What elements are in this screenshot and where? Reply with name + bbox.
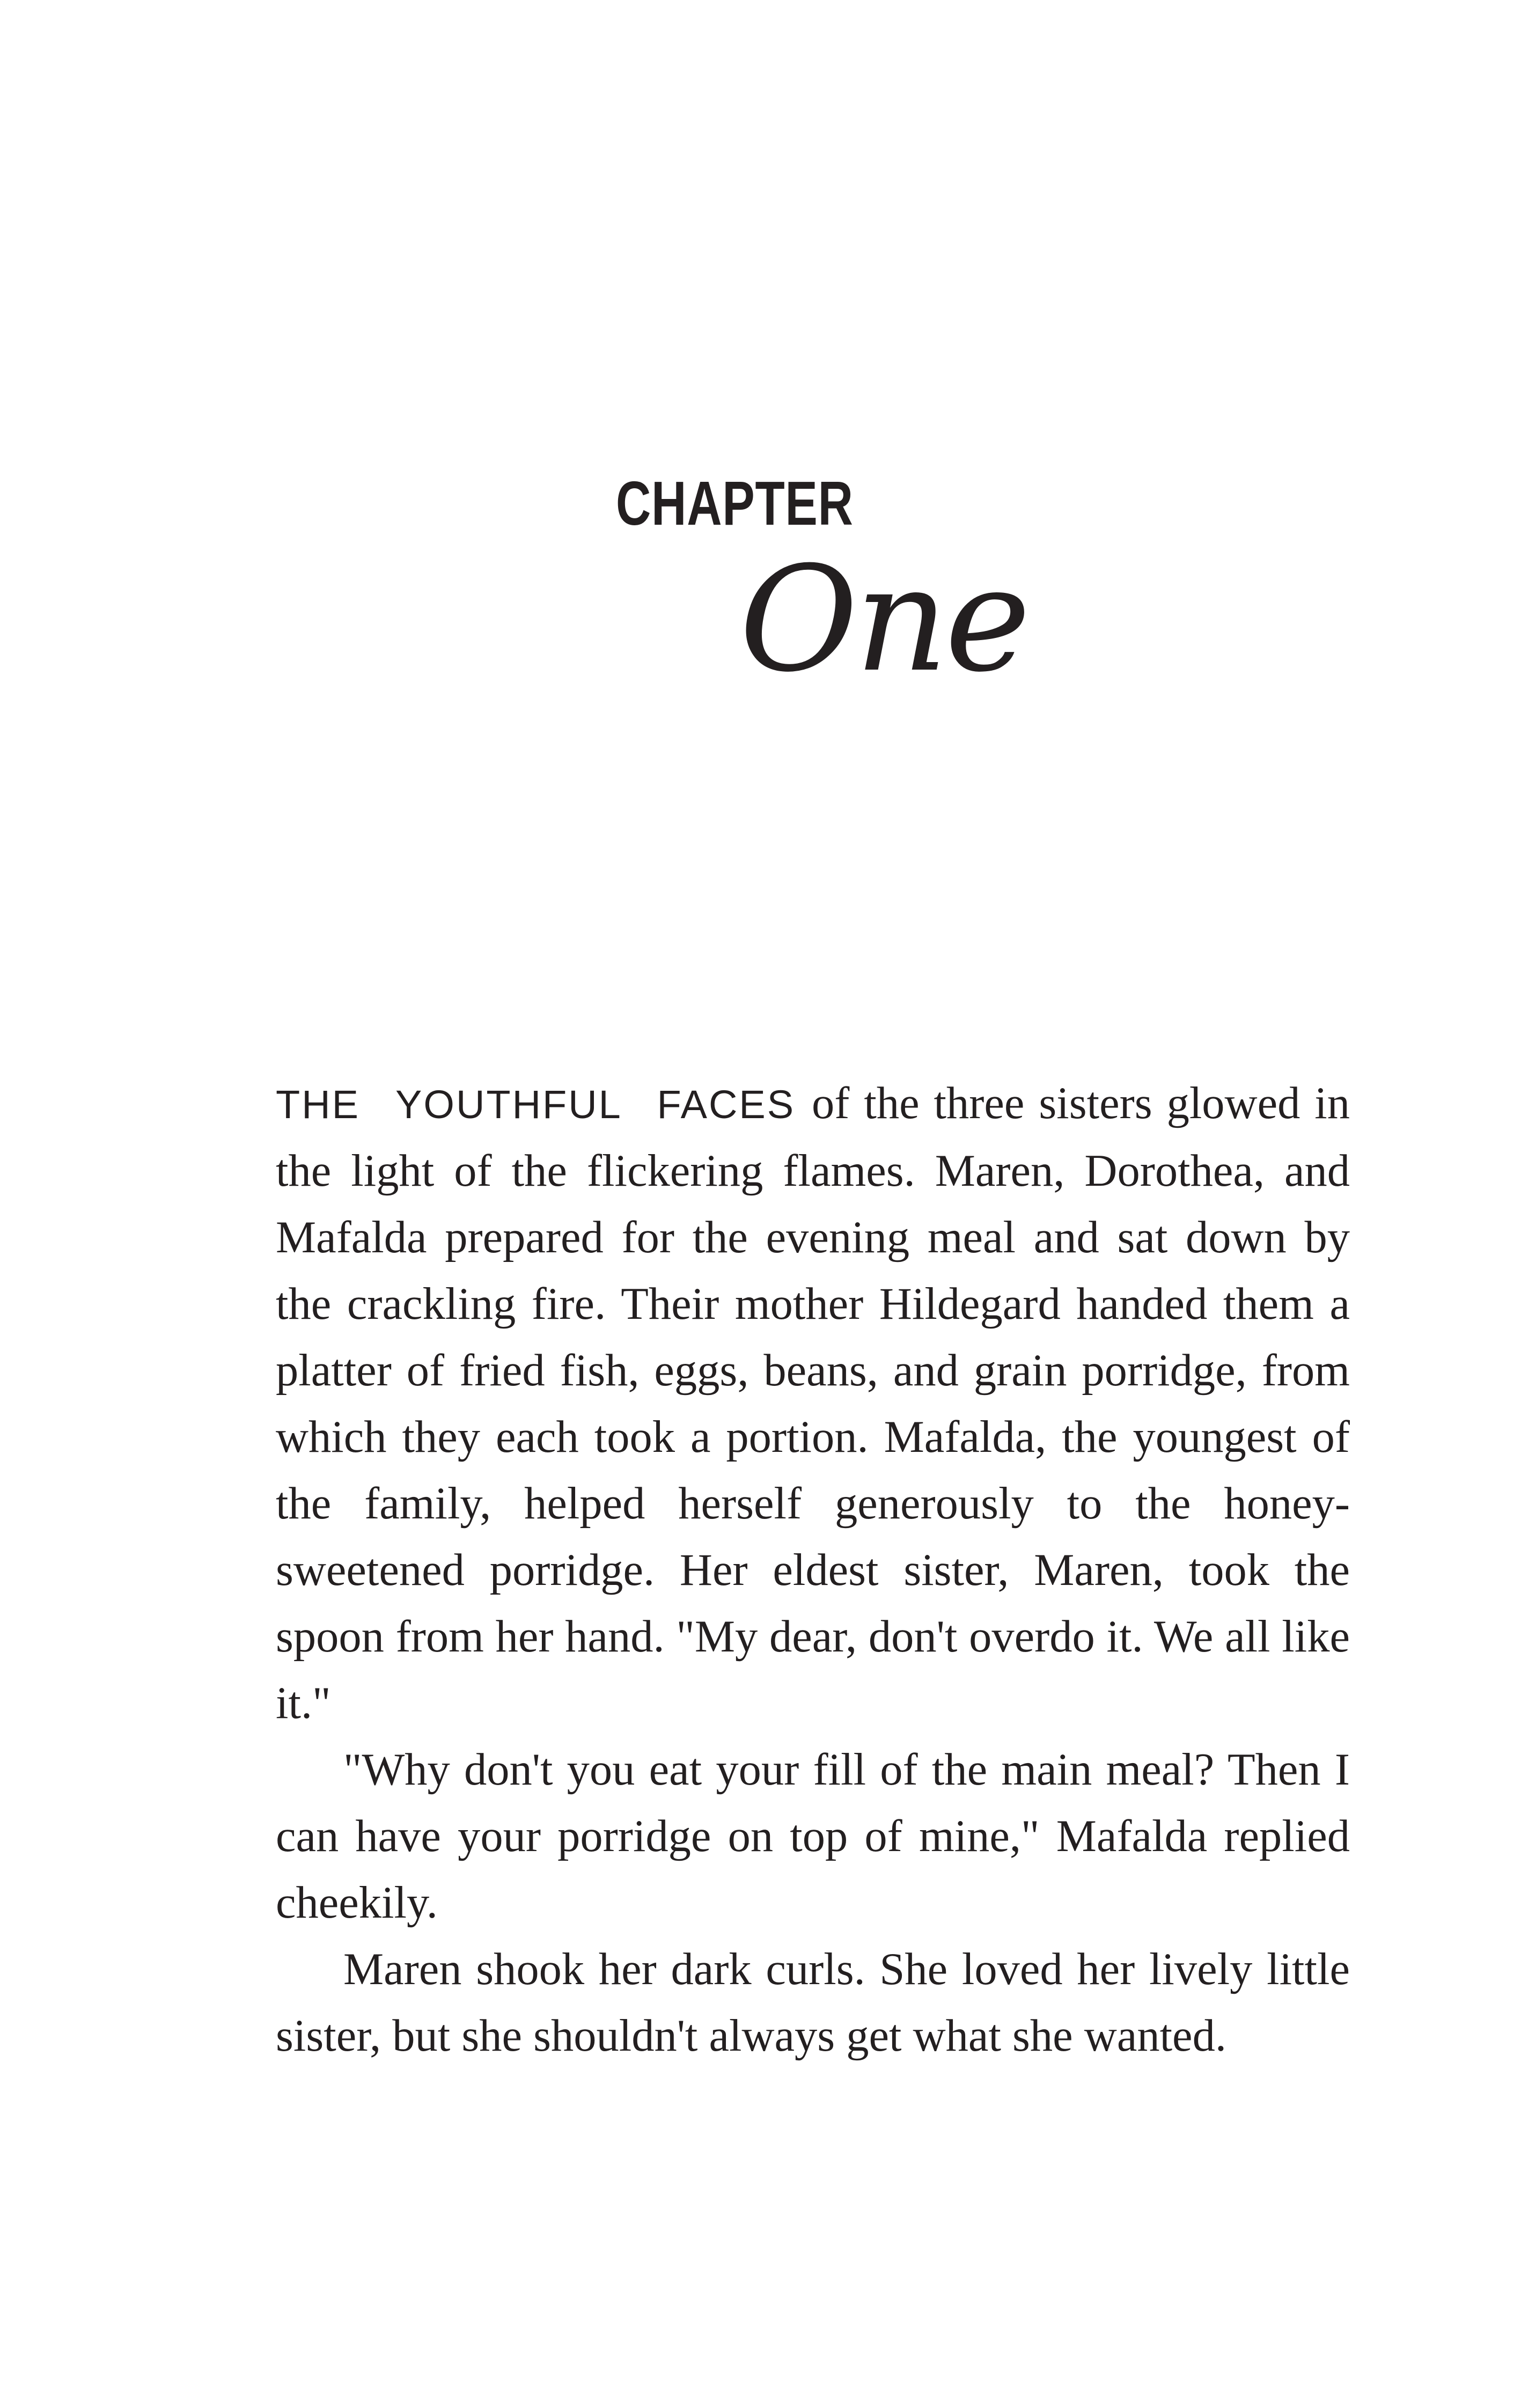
paragraph-1: [276, 1070, 1350, 1737]
chapter-label: CHAPTER: [616, 468, 854, 538]
chapter-body: [276, 1070, 1350, 2069]
paragraph-1-text: of the three sisters glowed in the light of the flickering flames. Maren, Dorothea, and Mafalda prepared for the evening meal and sat down by the crackling fire. Their mother Hildegard handed them a platter of fried fish, eggs, beans, and grain porridge, from which they each took a portion. Mafalda, the youngest of the family, helped herself generously to the honey-sweetened porridge. Her eldest sister, Maren, took the spoon from her hand. "My dear, don't overdo it. We all like it.": [276, 1078, 1350, 1728]
chapter-heading: [0, 461, 1521, 708]
paragraph-lead-in: THE YOUTHFUL FACES: [276, 1082, 796, 1127]
paragraph-2: "Why don't you eat your fill of the main meal? Then I can have your porridge on top of mine," Mafalda replied cheekily.: [276, 1745, 1350, 1928]
chapter-number: One: [739, 535, 1028, 704]
paragraph-3: Maren shook her dark curls. She loved her lively little sister, but she shouldn't always get what she wanted.: [276, 1944, 1350, 2061]
